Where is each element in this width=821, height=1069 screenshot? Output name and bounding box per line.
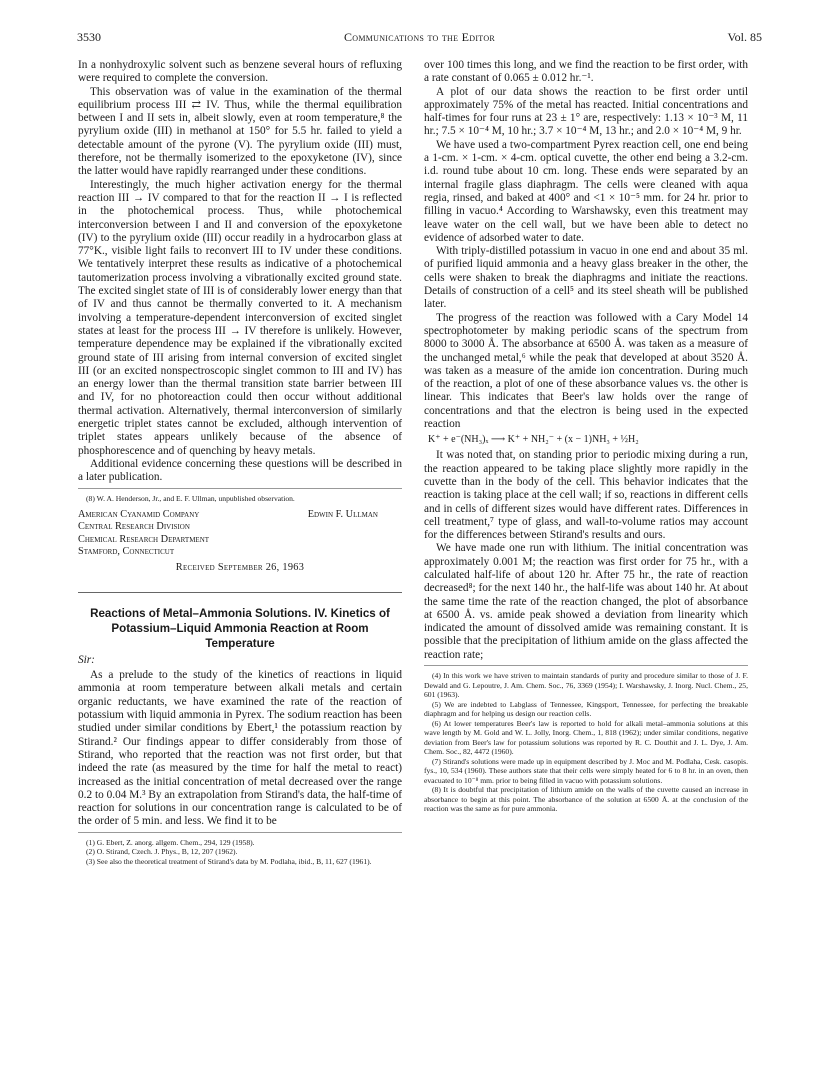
footnote: (8) W. A. Henderson, Jr., and E. F. Ullman, unpublished observation.	[86, 493, 295, 503]
affiliation-line: Stamford, Connecticut	[78, 545, 175, 557]
volume-label: Vol. 85	[727, 30, 762, 44]
affiliation-line: American Cyanamid Company	[78, 509, 200, 520]
author-name: Edwin F. Ullman	[307, 509, 378, 520]
footnote: (3) See also the theoretical treatment of Stirand's data by M. Podlaha, ibid., B, 11, 627 (1961).	[86, 856, 372, 866]
divider	[78, 592, 402, 593]
affiliation-block	[78, 509, 402, 558]
affiliation-line: Chemical Research Department	[78, 533, 210, 545]
paragraph: Additional evidence concerning these questions will be described in a later publication.	[78, 457, 402, 484]
paragraph: The progress of the reaction was followed with a Cary Model 14 spectrophotometer by making periodic scans of the spectrum from 8000 to 3000 Å. The absorbance at 6500 Å. was taken as a measure of the unchanged metal,⁶ while the peak that developed at about 3520 Å. was taken as a measure of the amide ion concentration. During much of the reaction, a plot of one of these absorbance values vs. the other is linear. This indicates that Beer's law holds over the range of concentrations and that the electron is being used in the expected reaction	[424, 311, 748, 431]
paragraph: As a prelude to the study of the kinetics of reactions in liquid ammonia at room temperature between alkali metals and certain organic reductants, we have examined the rate of the reaction of potassium with liquid ammonia in Pyrex. The sodium reaction has been studied under similar conditions by Ebert,¹ the potassium reaction by Stirand.² Our findings appear to differ considerably from those of Stirand, who reported that the reaction was not first order, but that indeed the rate (as measured by the time for half the metal to react) increased as the initial concentration of metal decreased over the range 0.2 to 0.04 M.³ By an extrapolation from Stirand's data, the half-time of reaction for solutions in our concentration range is calculated to be of the order of 5 min. and less. We find it to be	[78, 669, 402, 828]
article-title: Reactions of Metal–Ammonia Solutions. IV. Kinetics of Potassium–Liquid Ammonia Reaction at Room Temperature	[90, 607, 390, 651]
paragraph: This observation was of value in the examination of the thermal equilibrium process III ⇄ IV. Thus, while the thermal equilibration between I and II sets in, albeit slowly, even at room temperature,⁸ the pyrylium oxide (III) in methanol at 150° for 5.5 hr. failed to yield a detectable amount of the pyrone (V). The pyrylium oxide (III) must, therefore, not be thermally isomerized to the epoxyketone (IV), since the latter would have rapidly rearranged under these conditions.	[78, 85, 402, 178]
salutation: Sir:	[78, 654, 95, 667]
running-title: Communications to the Editor	[343, 30, 496, 44]
footnote: (5) We are indebted to Labglass of Tennessee, Kingsport, Tennessee, for perfecting the breakable diaphragm and for helping us design our reaction cells.	[424, 699, 748, 719]
paragraph: It was noted that, on standing prior to periodic mixing during a run, the reaction appeared to be taking place slightly more rapidly in the cuvette than in the body of the cell. This behavior indicates that the reaction is taking place at the cell wall; if so, reactions in different cells and in cells of different sizes would have different rates. Differences in cell treatment,⁷ type of glass, and wall-to-volume ratios may account for the differences between Stirand's results and ours.	[424, 449, 748, 542]
paragraph: We have used a two-compartment Pyrex reaction cell, one end being a 1-cm. × 1-cm. × 4-cm. optical cuvette, the other end being a 3.2-cm. i.d. round tube about 10 cm. long. These ends were separated by an internal fragile glass diaphragm. The cells were cleaned with aqua regia, rinsed, and baked at 400° and <1 × 10⁻⁵ mm. for 24 hr. prior to filling in vacuo.⁴ According to Warshawsky, even this treatment may leave water on the cell wall, but we have been able to detect no evidence of adsorbed water to date.	[424, 138, 748, 244]
paragraph: We have made one run with lithium. The initial concentration was approximately 0.001 M; the reaction was first order for 75 hr., with a calculated half-life of about 120 hr. After 75 hr., the rate of reaction decreased⁸; for the next 140 hr., the half-life was about 140 hr. At about the same time the rate of the reaction changed, the plot of absorbance at 6500 Å. vs. amide peak showed a deviation from linearity which indicated the amount of dissolved amide was remaining constant. It is possible that the precipitation of lithium amide on the glass affected the reaction rate;	[424, 542, 748, 661]
paragraph: Interestingly, the much higher activation energy for the thermal reaction III → IV compared to that for the reaction II → I is reflected in the photochemical process. Thus, while photochemical interconversion between I and II and conversion of the epoxyketone (IV) to the pyrylium oxide (III) occur readily in a hydrocarbon glass at 77°K., visible light fails to reconvert III to IV under these conditions. We tentatively interpret these results as indicative of a photochemical tautomerization process involving a vibrationally excited ground state. The excited singlet state of III is of considerably lower energy than that of IV and thus cannot be thermally converted to it. A mechanism involving a temperature-dependent interconversion of excited singlet states at least for the process III → IV therefore is unlikely. However, temperature dependence may be explained if the vibrationally excited ground state of III arising from internal conversion of excited singlet III (or an excited nonspectroscopic singlet common to III and IV) has an energy lower than the thermal transition state barrier between III and IV, for no photoreaction could then occur without additional thermal activation. Alternatively, thermal interconversion of similarly energetic triplet states cannot be excluded, although intervention of triplet states appears unlikely because of the absence of phosphorescence and of quenching by heavy metals.	[78, 178, 402, 457]
footnotes	[424, 665, 748, 814]
footnote: (4) In this work we have striven to maintain standards of purity and procedure similar to those of J. F. Dewald and G. Lepoutre, J. Am. Chem. Soc., 76, 3369 (1954); I. Warshawsky, J. Inorg. Nucl. Chem., 25, 601 (1963).	[424, 671, 748, 700]
footnote: (2) O. Stirand, Czech. J. Phys., B, 12, 207 (1962).	[86, 847, 238, 857]
paragraph: With triply-distilled potassium in vacuo in one end and about 35 ml. of purified liquid ammonia and a heavy glass breaker in the other, the cells were shaken to break the diaphragms and initiate the reactions. Details of construction of a cell⁵ and its steel sheath will be published later.	[424, 245, 748, 311]
right-column	[424, 59, 748, 814]
left-column	[78, 59, 402, 866]
received-date: Received September 26, 1963	[175, 562, 305, 574]
paragraph: A plot of our data shows the reaction to be first order until approximately 75% of the metal has reacted. Initial concentrations and half-times for four runs at 23 ± 1° are, respectively: 1.13 × 10⁻³ M, 11 hr.; 7.5 × 10⁻⁴ M, 10 hr.; 3.7 × 10⁻⁴ M, 13 hr.; and 2.0 × 10⁻⁴ M, 9 hr.	[424, 85, 748, 138]
footnotes	[78, 488, 402, 504]
reaction-equation: K⁺ + e⁻(NH₃)ₓ ⟶ K⁺ + NH₂⁻ + (x − 1)NH₃ + ½H₂	[428, 434, 639, 446]
paragraph: In a nonhydroxylic solvent such as benzene several hours of refluxing were required to complete the conversion.	[78, 59, 402, 85]
affiliation-line: Central Research Division	[78, 521, 190, 533]
footnote: (7) Stirand's solutions were made up in equipment described by J. Moc and M. Podlaha, Cesk. casopis. fys., 10, 534 (1960). These authors state that their cells were simply heated for 6 to 8 hr. in an oven, then evacuated to 10⁻⁸ mm. prior to being filled in vacuo with potassium solutions.	[424, 756, 748, 785]
footnote: (8) It is doubtful that precipitation of lithium amide on the walls of the cuvette caused an increase in absorbance to begin at this point. The absorbance of the solution at 6500 Å. at the conclusion of the reaction was the same as for pure ammonia.	[424, 785, 748, 814]
footnote: (6) At lower temperatures Beer's law is reported to hold for alkali metal–ammonia solutions at this wave length by M. Gold and W. L. Jolly, Inorg. Chem., 1, 818 (1962); under similar conditions, negative deviation from Beer's law for potassium solutions was reported by R. C. Douthit and J. L. Dye, J. Am. Chem. Soc., 82, 4472 (1960).	[424, 718, 748, 757]
paragraph: over 100 times this long, and we find the reaction to be first order, with a rate constant of 0.065 ± 0.012 hr.⁻¹.	[424, 59, 748, 85]
footnotes	[78, 832, 402, 867]
footnote: (1) G. Ebert, Z. anorg. allgem. Chem., 294, 129 (1958).	[86, 837, 255, 847]
page-number: 3530	[77, 30, 101, 44]
page-header	[77, 30, 762, 50]
